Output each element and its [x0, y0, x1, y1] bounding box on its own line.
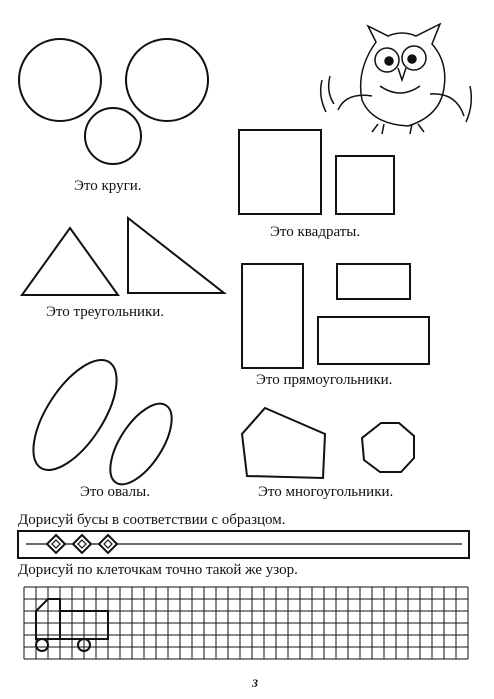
bead-diamond — [47, 535, 65, 553]
page-number: 3 — [252, 676, 258, 690]
circles-group — [19, 39, 208, 164]
squares-group — [239, 130, 394, 214]
polygons-group — [242, 408, 414, 478]
triangle-right — [128, 218, 224, 293]
rectangle-tall — [242, 264, 303, 368]
rectangles-group — [242, 264, 429, 368]
caption-rectangles: Это прямоугольники. — [256, 372, 393, 388]
bead-samples — [47, 535, 117, 553]
triangles-group — [22, 218, 224, 295]
caption-squares: Это квадраты. — [270, 224, 361, 240]
grid-lines — [24, 587, 468, 659]
square-large — [239, 130, 321, 214]
caption-triangles: Это треугольники. — [46, 304, 165, 320]
grid-area — [24, 587, 468, 659]
rectangle-wide — [318, 317, 429, 364]
oval-large — [17, 347, 133, 483]
circle-right — [126, 39, 208, 121]
task-beads-instruction: Дорисуй бусы в соответствии с образцом. — [18, 512, 286, 528]
ovals-group — [17, 347, 183, 494]
oval-small — [98, 394, 183, 494]
caption-polygons: Это многоугольники. — [258, 484, 394, 500]
bead-diamond — [73, 535, 91, 553]
circle-bottom — [85, 108, 141, 164]
caption-ovals: Это овалы. — [80, 484, 150, 500]
rectangle-small — [337, 264, 410, 299]
octagon — [362, 423, 414, 472]
square-small — [336, 156, 394, 214]
triangle-equilateral — [22, 228, 118, 295]
circle-left — [19, 39, 101, 121]
caption-circles: Это круги. — [74, 178, 142, 194]
bead-diamond — [99, 535, 117, 553]
pentagon — [242, 408, 325, 478]
beads-strip — [18, 531, 469, 558]
truck-wheel-front — [36, 639, 48, 651]
task-grid-instruction: Дорисуй по клеточкам точно такой же узор. — [18, 562, 298, 578]
owl-illustration — [321, 24, 472, 134]
